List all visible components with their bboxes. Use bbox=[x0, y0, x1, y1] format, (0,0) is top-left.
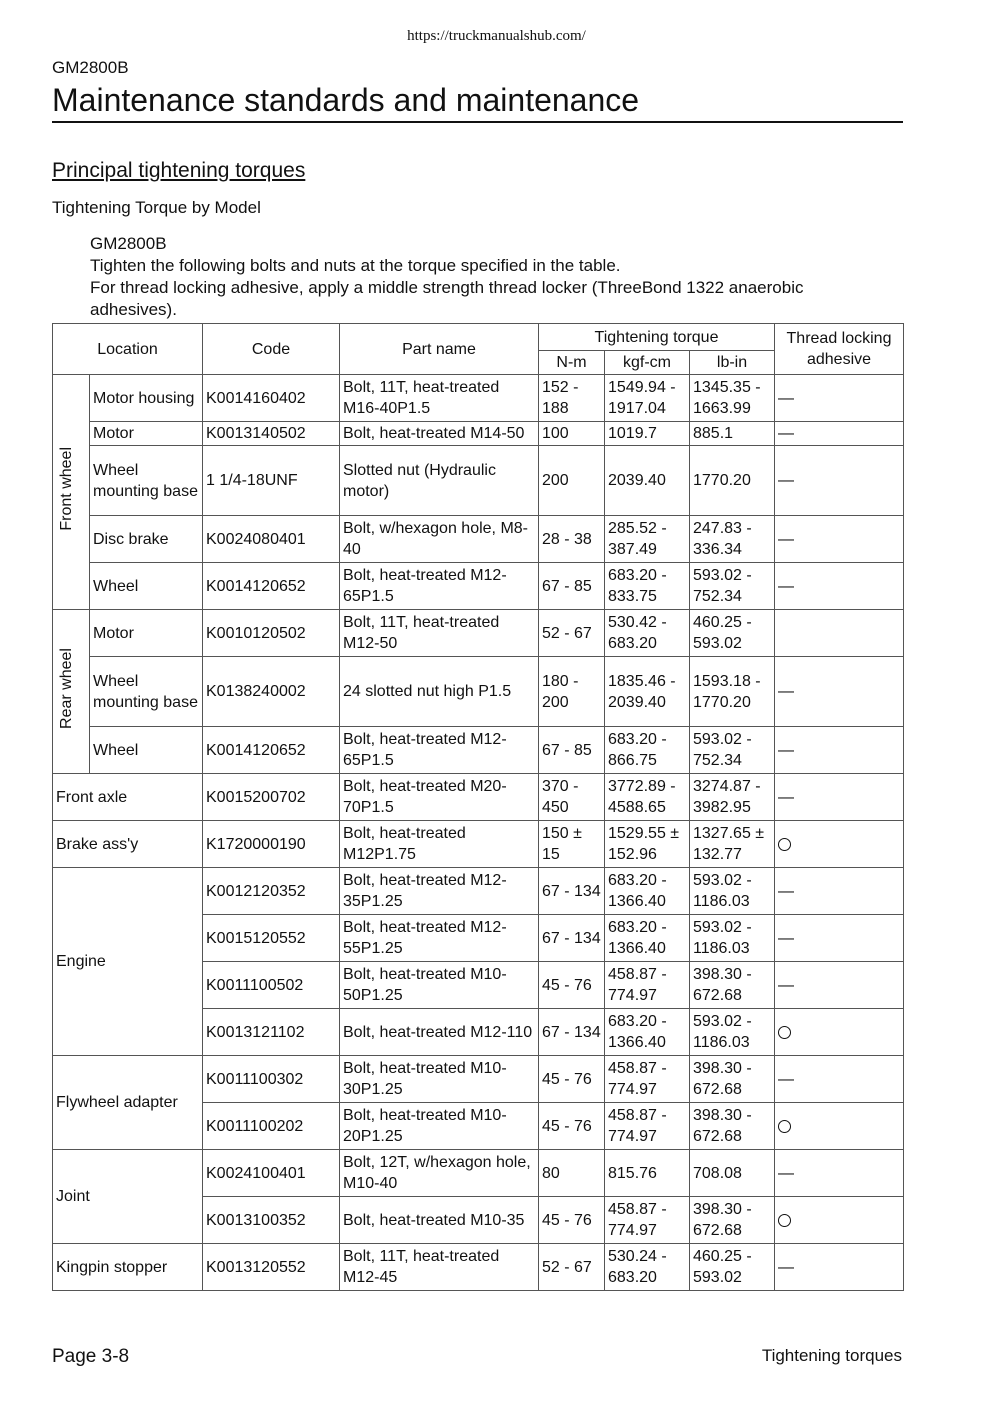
cell-location: Brake ass'y bbox=[53, 821, 203, 868]
table-row bbox=[53, 657, 904, 727]
group-engine: Engine bbox=[53, 868, 203, 1056]
cell-kgf-cm: 1019.7 bbox=[605, 422, 690, 446]
table-row bbox=[53, 1056, 904, 1103]
cell-location: Motor bbox=[90, 610, 203, 657]
cell-adhesive bbox=[775, 563, 904, 610]
cell-part-name: Bolt, 11T, heat-treated M16-40P1.5 bbox=[340, 375, 539, 422]
cell-lb-in: 1593.18 - 1770.20 bbox=[690, 657, 775, 727]
cell-nm: 52 - 67 bbox=[539, 610, 605, 657]
cell-nm: 67 - 134 bbox=[539, 915, 605, 962]
dash-mark-icon bbox=[778, 975, 794, 996]
cell-code: K0011100302 bbox=[203, 1056, 340, 1103]
cell-nm: 67 - 134 bbox=[539, 1009, 605, 1056]
cell-code: K0013121102 bbox=[203, 1009, 340, 1056]
dash-mark-icon bbox=[778, 787, 794, 808]
cell-nm: 100 bbox=[539, 422, 605, 446]
cell-part-name: Bolt, w/hexagon hole, M8-40 bbox=[340, 516, 539, 563]
group-label: Rear wheel bbox=[58, 648, 75, 729]
table-row bbox=[53, 375, 904, 422]
cell-nm: 45 - 76 bbox=[539, 1056, 605, 1103]
source-url: https://truckmanualshub.com/ bbox=[407, 28, 586, 44]
header-location: Location bbox=[53, 324, 203, 375]
cell-kgf-cm: 458.87 - 774.97 bbox=[605, 1056, 690, 1103]
cell-lb-in: 3274.87 - 3982.95 bbox=[690, 774, 775, 821]
dash-mark-icon bbox=[778, 740, 794, 761]
cell-part-name: Bolt, heat-treated M10-50P1.25 bbox=[340, 962, 539, 1009]
cell-adhesive bbox=[775, 1009, 904, 1056]
cell-part-name: 24 slotted nut high P1.5 bbox=[340, 657, 539, 727]
table-body bbox=[53, 375, 904, 1291]
page-title: Maintenance standards and maintenance bbox=[52, 80, 903, 123]
circle-mark-icon bbox=[778, 838, 791, 851]
cell-adhesive bbox=[775, 1056, 904, 1103]
dash-mark-icon bbox=[778, 423, 794, 444]
circle-mark-icon bbox=[778, 1214, 791, 1227]
cell-part-name: Bolt, heat-treated M20-70P1.5 bbox=[340, 774, 539, 821]
cell-kgf-cm: 683.20 - 1366.40 bbox=[605, 868, 690, 915]
cell-adhesive bbox=[775, 868, 904, 915]
cell-part-name: Bolt, heat-treated M10-30P1.25 bbox=[340, 1056, 539, 1103]
dash-mark-icon bbox=[778, 928, 794, 949]
cell-lb-in: 1345.35 - 1663.99 bbox=[690, 375, 775, 422]
cell-code: K0015120552 bbox=[203, 915, 340, 962]
group-joint: Joint bbox=[53, 1150, 203, 1244]
cell-kgf-cm: 530.42 - 683.20 bbox=[605, 610, 690, 657]
table-row bbox=[53, 563, 904, 610]
cell-part-name: Bolt, 11T, heat-treated M12-50 bbox=[340, 610, 539, 657]
cell-location: Kingpin stopper bbox=[53, 1244, 203, 1291]
cell-part-name: Bolt, heat-treated M10-35 bbox=[340, 1197, 539, 1244]
cell-location: Wheel bbox=[90, 727, 203, 774]
cell-lb-in: 398.30 - 672.68 bbox=[690, 1197, 775, 1244]
cell-code: K0013120552 bbox=[203, 1244, 340, 1291]
subheading: Tightening Torque by Model bbox=[52, 198, 261, 217]
table-row bbox=[53, 610, 904, 657]
table-row bbox=[53, 821, 904, 868]
cell-lb-in: 398.30 - 672.68 bbox=[690, 1103, 775, 1150]
cell-part-name: Bolt, heat-treated M10-20P1.25 bbox=[340, 1103, 539, 1150]
cell-location: Motor housing bbox=[90, 375, 203, 422]
cell-kgf-cm: 458.87 - 774.97 bbox=[605, 1103, 690, 1150]
cell-part-name: Bolt, heat-treated M12-55P1.25 bbox=[340, 915, 539, 962]
intro-model: GM2800B bbox=[90, 234, 167, 253]
cell-lb-in: 593.02 - 1186.03 bbox=[690, 1009, 775, 1056]
dash-mark-icon bbox=[778, 1069, 794, 1090]
cell-code: K0014120652 bbox=[203, 727, 340, 774]
cell-part-name: Bolt, 12T, w/hexagon hole, M10-40 bbox=[340, 1150, 539, 1197]
cell-nm: 150 ± 15 bbox=[539, 821, 605, 868]
cell-adhesive bbox=[775, 610, 904, 657]
cell-kgf-cm: 1835.46 - 2039.40 bbox=[605, 657, 690, 727]
cell-nm: 152 - 188 bbox=[539, 375, 605, 422]
cell-code: K0138240002 bbox=[203, 657, 340, 727]
cell-code: 1 1/4-18UNF bbox=[203, 446, 340, 516]
cell-kgf-cm: 458.87 - 774.97 bbox=[605, 1197, 690, 1244]
cell-lb-in: 460.25 - 593.02 bbox=[690, 1244, 775, 1291]
cell-kgf-cm: 3772.89 - 4588.65 bbox=[605, 774, 690, 821]
cell-part-name: Slotted nut (Hydraulic motor) bbox=[340, 446, 539, 516]
cell-kgf-cm: 1549.94 - 1917.04 bbox=[605, 375, 690, 422]
cell-kgf-cm: 683.20 - 866.75 bbox=[605, 727, 690, 774]
cell-part-name: Bolt, heat-treated M12-65P1.5 bbox=[340, 727, 539, 774]
cell-adhesive bbox=[775, 962, 904, 1009]
group-flywheel: Flywheel adapter bbox=[53, 1056, 203, 1150]
cell-location: Wheel mounting base bbox=[90, 446, 203, 516]
cell-adhesive bbox=[775, 774, 904, 821]
table-row bbox=[53, 868, 904, 915]
cell-code: K0011100502 bbox=[203, 962, 340, 1009]
cell-lb-in: 398.30 - 672.68 bbox=[690, 962, 775, 1009]
cell-kgf-cm: 285.52 - 387.49 bbox=[605, 516, 690, 563]
table-row bbox=[53, 516, 904, 563]
cell-lb-in: 885.1 bbox=[690, 422, 775, 446]
cell-code: K0014120652 bbox=[203, 563, 340, 610]
cell-code: K0015200702 bbox=[203, 774, 340, 821]
intro-line: adhesives). bbox=[90, 300, 177, 319]
cell-nm: 370 - 450 bbox=[539, 774, 605, 821]
cell-nm: 200 bbox=[539, 446, 605, 516]
group-front-wheel bbox=[53, 375, 90, 610]
cell-adhesive bbox=[775, 1244, 904, 1291]
cell-kgf-cm: 2039.40 bbox=[605, 446, 690, 516]
cell-lb-in: 1327.65 ± 132.77 bbox=[690, 821, 775, 868]
cell-part-name: Bolt, heat-treated M12P1.75 bbox=[340, 821, 539, 868]
table-row bbox=[53, 774, 904, 821]
cell-lb-in: 247.83 - 336.34 bbox=[690, 516, 775, 563]
cell-adhesive bbox=[775, 446, 904, 516]
cell-nm: 45 - 76 bbox=[539, 1103, 605, 1150]
cell-part-name: Bolt, heat-treated M14-50 bbox=[340, 422, 539, 446]
table-row bbox=[53, 1150, 904, 1197]
dash-mark-icon bbox=[778, 529, 794, 550]
torque-table bbox=[52, 323, 904, 1291]
cell-nm: 52 - 67 bbox=[539, 1244, 605, 1291]
cell-kgf-cm: 458.87 - 774.97 bbox=[605, 962, 690, 1009]
dash-mark-icon bbox=[778, 881, 794, 902]
cell-code: K1720000190 bbox=[203, 821, 340, 868]
header-thread-locking-adhesive: Thread locking adhesive bbox=[775, 324, 904, 375]
cell-code: K0012120352 bbox=[203, 868, 340, 915]
cell-location: Motor bbox=[90, 422, 203, 446]
cell-location: Wheel bbox=[90, 563, 203, 610]
cell-adhesive bbox=[775, 1150, 904, 1197]
cell-adhesive bbox=[775, 375, 904, 422]
cell-adhesive bbox=[775, 821, 904, 868]
dash-mark-icon bbox=[778, 681, 794, 702]
header-nm: N-m bbox=[539, 351, 605, 375]
cell-adhesive bbox=[775, 422, 904, 446]
cell-nm: 28 - 38 bbox=[539, 516, 605, 563]
cell-nm: 180 - 200 bbox=[539, 657, 605, 727]
cell-lb-in: 398.30 - 672.68 bbox=[690, 1056, 775, 1103]
section-heading: Principal tightening torques bbox=[52, 159, 306, 182]
cell-adhesive bbox=[775, 657, 904, 727]
cell-nm: 67 - 85 bbox=[539, 563, 605, 610]
cell-adhesive bbox=[775, 915, 904, 962]
cell-location: Disc brake bbox=[90, 516, 203, 563]
table-row bbox=[53, 1244, 904, 1291]
dash-mark-icon bbox=[778, 470, 794, 491]
cell-location: Front axle bbox=[53, 774, 203, 821]
footer-section: Tightening torques bbox=[761, 1346, 902, 1365]
cell-nm: 67 - 134 bbox=[539, 868, 605, 915]
dash-mark-icon bbox=[778, 576, 794, 597]
cell-kgf-cm: 530.24 - 683.20 bbox=[605, 1244, 690, 1291]
cell-adhesive bbox=[775, 727, 904, 774]
table-row bbox=[53, 446, 904, 516]
model-header: GM2800B bbox=[52, 58, 129, 77]
cell-nm: 80 bbox=[539, 1150, 605, 1197]
header-lb-in: lb-in bbox=[690, 351, 775, 375]
cell-code: K0014160402 bbox=[203, 375, 340, 422]
cell-adhesive bbox=[775, 1197, 904, 1244]
cell-lb-in: 593.02 - 752.34 bbox=[690, 727, 775, 774]
group-rear-wheel bbox=[53, 610, 90, 774]
cell-code: K0013140502 bbox=[203, 422, 340, 446]
cell-nm: 67 - 85 bbox=[539, 727, 605, 774]
cell-lb-in: 593.02 - 752.34 bbox=[690, 563, 775, 610]
cell-nm: 45 - 76 bbox=[539, 1197, 605, 1244]
cell-kgf-cm: 815.76 bbox=[605, 1150, 690, 1197]
cell-part-name: Bolt, heat-treated M12-35P1.25 bbox=[340, 868, 539, 915]
cell-code: K0011100202 bbox=[203, 1103, 340, 1150]
header-tightening-torque: Tightening torque bbox=[539, 324, 775, 351]
cell-kgf-cm: 683.20 - 1366.40 bbox=[605, 1009, 690, 1056]
cell-adhesive bbox=[775, 1103, 904, 1150]
table-row bbox=[53, 727, 904, 774]
table-row bbox=[53, 422, 904, 446]
cell-lb-in: 1770.20 bbox=[690, 446, 775, 516]
dash-mark-icon bbox=[778, 388, 794, 409]
header-kgf-cm: kgf-cm bbox=[605, 351, 690, 375]
cell-lb-in: 593.02 - 1186.03 bbox=[690, 868, 775, 915]
dash-mark-icon bbox=[778, 1163, 794, 1184]
header-code: Code bbox=[203, 324, 340, 375]
cell-code: K0024100401 bbox=[203, 1150, 340, 1197]
cell-location: Wheel mounting base bbox=[90, 657, 203, 727]
page-number: Page 3-8 bbox=[52, 1346, 130, 1367]
cell-lb-in: 593.02 - 1186.03 bbox=[690, 915, 775, 962]
cell-kgf-cm: 683.20 - 1366.40 bbox=[605, 915, 690, 962]
header-part-name: Part name bbox=[340, 324, 539, 375]
cell-code: K0010120502 bbox=[203, 610, 340, 657]
intro-line: Tighten the following bolts and nuts at the torque specified in the table. bbox=[90, 256, 621, 275]
cell-adhesive bbox=[775, 516, 904, 563]
circle-mark-icon bbox=[778, 1026, 791, 1039]
group-label: Front wheel bbox=[58, 447, 75, 531]
cell-code: K0024080401 bbox=[203, 516, 340, 563]
cell-part-name: Bolt, heat-treated M12-65P1.5 bbox=[340, 563, 539, 610]
cell-kgf-cm: 1529.55 ± 152.96 bbox=[605, 821, 690, 868]
cell-lb-in: 460.25 - 593.02 bbox=[690, 610, 775, 657]
cell-part-name: Bolt, heat-treated M12-110 bbox=[340, 1009, 539, 1056]
circle-mark-icon bbox=[778, 1120, 791, 1133]
cell-nm: 45 - 76 bbox=[539, 962, 605, 1009]
intro-block bbox=[90, 233, 890, 321]
cell-kgf-cm: 683.20 - 833.75 bbox=[605, 563, 690, 610]
dash-mark-icon bbox=[778, 1257, 794, 1278]
cell-part-name: Bolt, 11T, heat-treated M12-45 bbox=[340, 1244, 539, 1291]
intro-line: For thread locking adhesive, apply a middle strength thread locker (ThreeBond 1322 anaerobic bbox=[90, 278, 804, 297]
cell-code: K0013100352 bbox=[203, 1197, 340, 1244]
cell-lb-in: 708.08 bbox=[690, 1150, 775, 1197]
